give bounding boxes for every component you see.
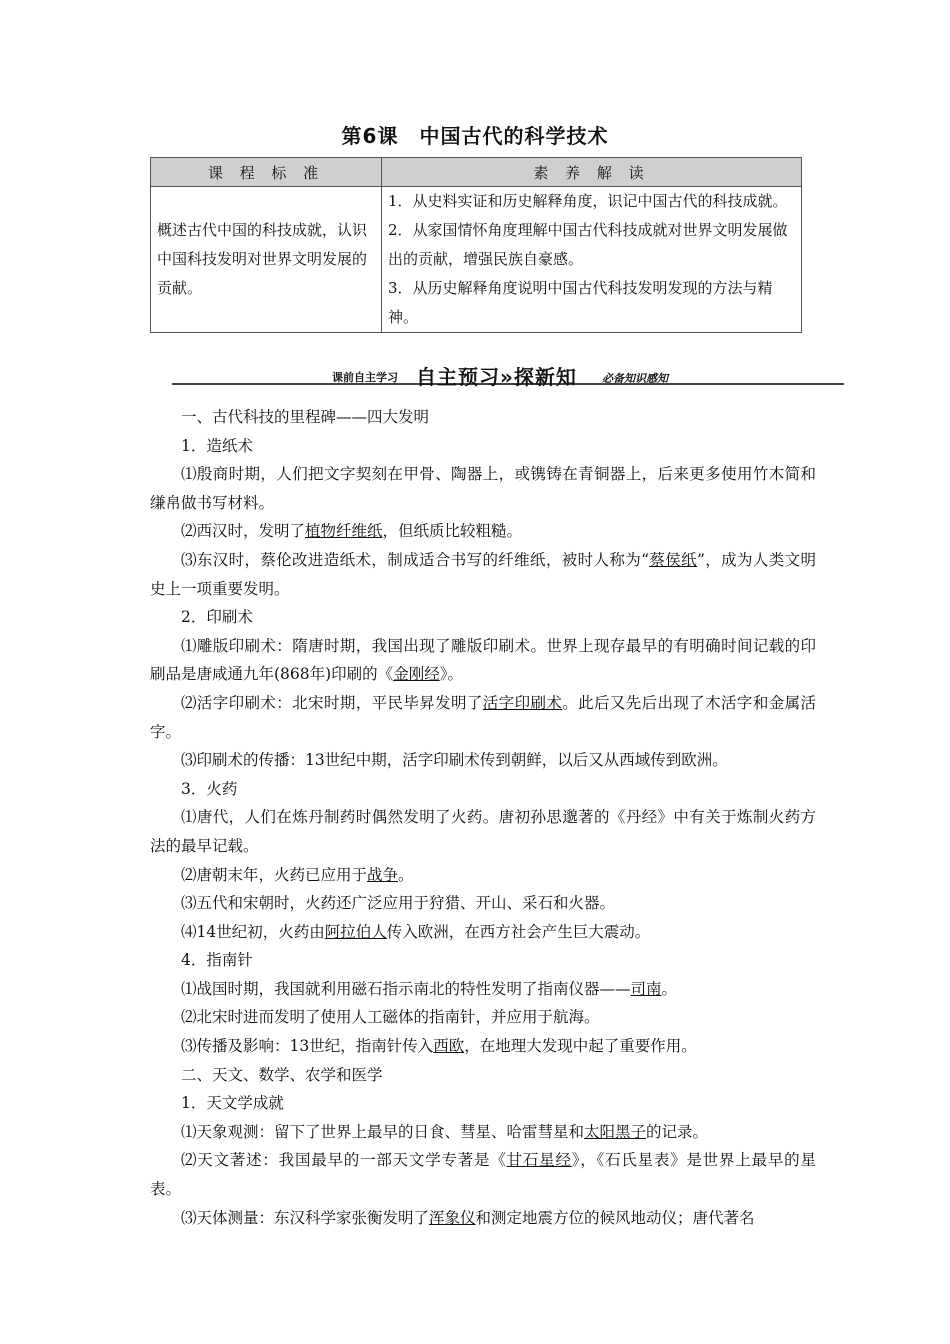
table-header-row bbox=[151, 158, 802, 187]
underlined-answer: 阿拉伯人 bbox=[324, 922, 387, 941]
content-paragraph bbox=[150, 1146, 816, 1203]
text-segment: 》。 bbox=[439, 665, 463, 684]
content-paragraph bbox=[150, 1118, 816, 1147]
underlined-answer: 司南 bbox=[630, 979, 662, 998]
content-paragraph bbox=[150, 1032, 816, 1061]
content-paragraph bbox=[150, 975, 816, 1004]
text-segment: ⑶东汉时，蔡伦改进造纸术，制成适合书写的纤维纸，被时人称为“ bbox=[181, 550, 650, 569]
underlined-answer: 战争 bbox=[367, 865, 399, 884]
header-curriculum-standard: 课 程 标 准 bbox=[151, 158, 382, 187]
curriculum-standard-text: 概述古代中国的科技成就，认识中国科技发明对世界文明发展的贡献。 bbox=[151, 187, 382, 333]
text-segment: ⑶五代和宋朝时，火药还广泛应用于狩猎、开山、采石和火器。 bbox=[181, 894, 616, 913]
content-paragraph bbox=[150, 1061, 816, 1090]
content-paragraph bbox=[150, 861, 816, 890]
underlined-answer: 西欧 bbox=[433, 1037, 465, 1056]
text-segment: 2．印刷术 bbox=[181, 608, 253, 627]
literacy-point-1: 1．从史料实证和历史解释角度，识记中国古代的科技成就。 bbox=[388, 192, 788, 210]
banner-left-label: 课前自主学习 bbox=[332, 371, 398, 384]
text-segment: ⑵西汉时，发明了 bbox=[181, 522, 306, 541]
text-segment: 1．天文学成就 bbox=[181, 1094, 284, 1113]
text-segment: ，但纸质比较粗糙。 bbox=[382, 522, 523, 541]
text-segment: 》，《石氏星表》是世界上最早的星表。 bbox=[150, 1151, 816, 1199]
text-segment: 传入欧洲，在西方社会产生巨大震动。 bbox=[386, 922, 651, 941]
literacy-interpretation-cell bbox=[382, 187, 802, 333]
text-segment: ⑵北宋时进而发明了使用人工磁体的指南针，并应用于航海。 bbox=[181, 1008, 600, 1027]
text-segment: ⑴战国时期，我国就利用磁石指示南北的特性发明了指南仪器—— bbox=[181, 979, 631, 998]
banner-main-b: 探新知 bbox=[513, 365, 577, 389]
text-segment: ⑶印刷术的传播：13世纪中期，活字印刷术传到朝鲜，以后又从西域传到欧洲。 bbox=[181, 751, 728, 770]
content-paragraph bbox=[150, 403, 816, 432]
text-segment: 3．火药 bbox=[181, 779, 238, 798]
page-title: 第6课 中国古代的科学技术 bbox=[341, 124, 609, 148]
banner-separator-icon: » bbox=[500, 365, 514, 389]
content-paragraph bbox=[150, 517, 816, 546]
content-paragraph bbox=[150, 946, 816, 975]
text-segment: ⑷14世纪初，火药由 bbox=[181, 922, 325, 941]
table-body-row bbox=[151, 187, 802, 333]
content-paragraph bbox=[150, 1089, 816, 1118]
text-segment: 的记录。 bbox=[646, 1122, 709, 1141]
curriculum-standards-table bbox=[150, 157, 802, 333]
content-paragraph bbox=[150, 889, 816, 918]
text-segment: 。此后又先后出现了木活字和金属活字。 bbox=[150, 693, 816, 741]
content-paragraph bbox=[150, 1204, 816, 1233]
content-paragraph bbox=[150, 775, 816, 804]
text-segment: ⑴唐代，人们在炼丹制药时偶然发明了火药。唐初孙思邈著的《丹经》中有关于炼制火药方法的最早记载。 bbox=[150, 808, 816, 855]
content-paragraph bbox=[150, 803, 816, 860]
header-literacy-interpretation: 素 养 解 读 bbox=[382, 158, 802, 187]
text-segment: 一、古代科技的里程碑——四大发明 bbox=[181, 408, 430, 426]
literacy-point-2: 2．从家国情怀角度理解中国古代科技成就对世界文明发展做出的贡献，增强民族自豪感。 bbox=[388, 221, 788, 268]
content-paragraph bbox=[150, 689, 816, 746]
underlined-answer: 浑象仪 bbox=[429, 1208, 476, 1227]
banner-main-label bbox=[416, 361, 577, 390]
text-segment: ⑵唐朝末年，火药已应用于 bbox=[181, 865, 368, 884]
literacy-point-3: 3．从历史解释角度说明中国古代科技发明发现的方法与精神。 bbox=[388, 279, 773, 326]
text-segment: ⑵天文著述：我国最早的一部天文学专著是《 bbox=[181, 1151, 507, 1170]
content-paragraph bbox=[150, 546, 816, 603]
text-segment: 二、天文、数学、农学和医学 bbox=[181, 1065, 383, 1084]
text-segment: ⑴雕版印刷术：隋唐时期，我国出现了雕版印刷术。世界上现存最早的有明确时间记载的印刷品是唐咸通九年(868年)印刷的《 bbox=[150, 636, 816, 684]
text-segment: ⑴殷商时期，人们把文字契刻在甲骨、陶器上，或镌铸在青铜器上，后来更多使用竹木简和缣帛做书写材料。 bbox=[150, 465, 816, 512]
text-segment: 1．造纸术 bbox=[181, 436, 253, 455]
text-segment: ⑴天象观测：留下了世界上最早的日食、彗星、哈雷彗星和 bbox=[181, 1122, 585, 1141]
underlined-answer: 甘石星经 bbox=[506, 1151, 572, 1170]
content-paragraph bbox=[150, 746, 816, 775]
content-paragraph bbox=[150, 460, 816, 517]
text-segment: 。 bbox=[661, 979, 678, 998]
text-segment: ⑵活字印刷术：北宋时期，平民毕昇发明了 bbox=[181, 693, 483, 712]
text-segment: 4．指南针 bbox=[181, 951, 253, 970]
banner-main-a: 自主预习 bbox=[416, 365, 500, 389]
lesson-content bbox=[150, 403, 816, 1232]
content-paragraph bbox=[150, 632, 816, 689]
content-paragraph bbox=[150, 432, 816, 461]
banner-right-label: 必备知识感知 bbox=[602, 372, 668, 385]
text-segment: 。 bbox=[398, 865, 414, 884]
text-segment: ⑶天体测量：东汉科学家张衡发明了 bbox=[181, 1208, 430, 1227]
text-segment: ”，成为人类文明史上一项重要发明。 bbox=[150, 550, 816, 598]
underlined-answer: 太阳黑子 bbox=[584, 1122, 647, 1141]
underlined-answer: 活字印刷术 bbox=[482, 693, 563, 712]
underlined-answer: 蔡侯纸 bbox=[649, 550, 697, 569]
content-paragraph bbox=[150, 1003, 816, 1032]
underlined-answer: 植物纤维纸 bbox=[305, 522, 383, 541]
text-segment: ，在地理大发现中起了重要作用。 bbox=[464, 1037, 697, 1056]
text-segment: ⑶传播及影响：13世纪，指南针传入 bbox=[181, 1037, 434, 1056]
content-paragraph bbox=[150, 918, 816, 947]
underlined-answer: 金刚经 bbox=[393, 665, 440, 684]
content-paragraph bbox=[150, 603, 816, 632]
text-segment: 和测定地震方位的候风地动仪；唐代著名 bbox=[475, 1208, 755, 1227]
section-banner bbox=[172, 361, 844, 389]
